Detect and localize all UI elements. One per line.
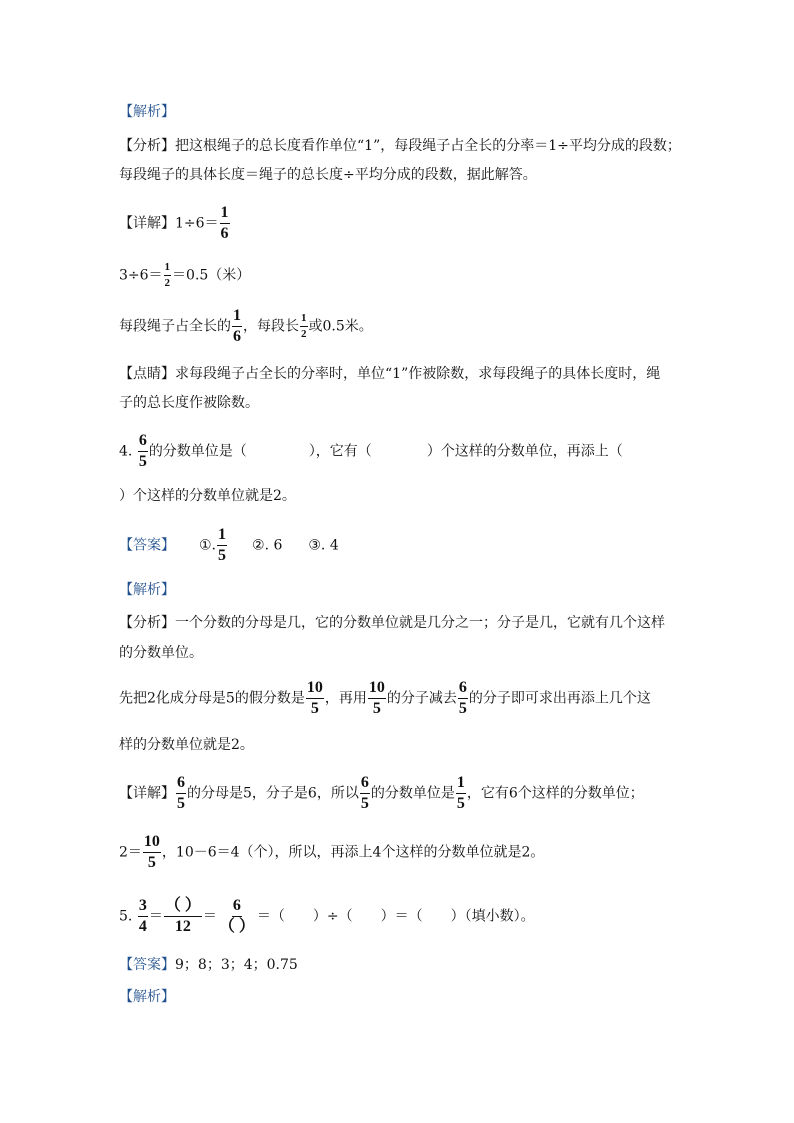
remark-text: 子的总长度作被除数。 <box>119 395 259 411</box>
analysis-text: 每段绳子的具体长度＝绳子的总长度÷平均分成的段数，据此解答。 <box>119 167 537 183</box>
fraction-numerator: 1 <box>220 205 230 224</box>
analysis-heading-1 <box>119 102 175 122</box>
fraction <box>360 775 370 812</box>
fraction <box>306 680 324 717</box>
remark-line-2 <box>119 393 259 413</box>
fraction-denominator: 5 <box>138 453 147 470</box>
fraction-denominator: 6 <box>233 328 241 345</box>
fraction-denominator: 5 <box>360 795 369 812</box>
answer-item: ①. <box>199 537 217 554</box>
fraction <box>218 898 256 935</box>
detail-line-2 <box>119 262 250 289</box>
section-tag: 【详解】 <box>119 785 175 802</box>
fraction <box>232 308 242 345</box>
fraction-numerator: 6 <box>138 433 148 452</box>
analysis-heading-2 <box>119 580 175 600</box>
detail-text: ，每段长 <box>243 318 299 335</box>
fraction-numerator: 1 <box>456 775 466 794</box>
fraction <box>217 527 227 564</box>
fraction-denominator: 5 <box>456 795 465 812</box>
question-text: 的分数单位是（ <box>148 443 247 460</box>
analysis-text: 一个分数的分母是几，它的分数单位就是几分之一；分子是几，它就有几个这样 <box>175 615 665 631</box>
detail-text: 2＝ <box>119 844 142 861</box>
detail-text: 或0.5米。 <box>308 318 373 335</box>
fraction <box>458 680 468 717</box>
fraction-denominator: 2 <box>301 328 307 340</box>
detail-text: 3÷6＝ <box>119 267 163 284</box>
analysis-text: 的分子即可求出再添上几个这 <box>468 690 651 707</box>
fraction-numerator: 6 <box>232 898 242 917</box>
analysis-line-2 <box>119 165 537 185</box>
analysis-text: ，再用 <box>324 690 367 707</box>
fraction-denominator: 5 <box>372 700 381 717</box>
fraction-denominator: 5 <box>177 795 185 812</box>
fraction-numerator: 1 <box>217 527 227 546</box>
question-number: 5. <box>119 908 133 925</box>
fraction <box>143 834 161 871</box>
fraction <box>300 313 308 340</box>
analysis-line-1 <box>119 136 681 156</box>
question-number: 4. <box>119 443 133 460</box>
section-tag: 【详解】 <box>119 215 175 232</box>
detail-text: ，10－6＝4（个），所以，再添上4个这样的分数单位就是2。 <box>161 844 545 861</box>
detail-line-5 <box>119 834 544 871</box>
analysis-line-6 <box>119 735 254 755</box>
analysis-line-5 <box>119 680 651 717</box>
analysis-line-4 <box>119 643 203 663</box>
section-tag: 【解析】 <box>119 989 175 1005</box>
question-5 <box>119 898 535 935</box>
fraction-numerator: 1 <box>300 313 308 327</box>
analysis-text: 的分数单位。 <box>119 645 203 661</box>
fraction-numerator: 10 <box>306 680 324 699</box>
fraction-numerator: 6 <box>176 775 186 794</box>
analysis-text: 的分子减去 <box>386 690 457 707</box>
fraction-denominator: 5 <box>218 547 227 564</box>
detail-text: 每段绳子占全长的 <box>119 318 231 335</box>
fraction-numerator: 3 <box>138 898 148 917</box>
detail-line-4 <box>119 775 644 812</box>
analysis-text: 把这根绳子的总长度看作单位“1”，每段绳子占全长的分率＝1÷平均分成的段数； <box>175 138 681 154</box>
fraction <box>368 680 386 717</box>
question-text: ），它有（ <box>308 443 372 460</box>
detail-text: ，它有6个这样的分数单位； <box>466 785 644 802</box>
answer-4 <box>119 527 339 564</box>
fraction-denominator: 12 <box>174 918 191 935</box>
section-tag: 【解析】 <box>119 582 175 598</box>
fraction <box>456 775 466 812</box>
analysis-text: 先把2化成分母是5的假分数是 <box>119 690 305 707</box>
section-tag: 【分析】 <box>119 138 175 154</box>
detail-text: 的分母是5，分子是6，所以 <box>187 785 359 802</box>
section-tag: 【答案】 <box>119 537 175 554</box>
detail-text: ＝0.5（米） <box>172 267 251 284</box>
fraction <box>138 898 148 935</box>
question-text: ）个这样的分数单位，再添上（ <box>426 443 623 460</box>
question-4-line-1 <box>119 433 623 470</box>
fraction <box>164 898 202 935</box>
section-tag: 【分析】 <box>119 615 175 631</box>
answer-item: ②. 6 <box>252 537 283 554</box>
remark-text: 求每段绳子占全长的分率时，单位“1”作被除数，求每段绳子的具体长度时，绳 <box>175 366 661 382</box>
fraction-numerator[interactable]: （ ） <box>164 898 202 917</box>
fraction-denominator: 5 <box>310 700 319 717</box>
equals-sign: ＝ <box>148 908 163 925</box>
fraction-denominator: 4 <box>138 918 147 935</box>
section-tag: 【点睛】 <box>119 366 175 382</box>
fraction-numerator: 10 <box>368 680 386 699</box>
analysis-heading-3 <box>119 987 175 1007</box>
equals-sign: ＝ <box>202 908 217 925</box>
fraction-denominator: 5 <box>458 700 467 717</box>
fraction-denominator: 6 <box>220 225 229 242</box>
section-tag: 【答案】 <box>119 957 175 973</box>
remark-line-1 <box>119 364 660 384</box>
fraction-numerator: 10 <box>143 834 161 853</box>
fraction-numerator: 1 <box>232 308 242 327</box>
answer-text: 9；8；3；4；0.75 <box>175 957 298 973</box>
analysis-line-3 <box>119 613 665 633</box>
fraction-numerator: 1 <box>164 262 172 276</box>
fraction-numerator: 6 <box>360 775 370 794</box>
analysis-text: 样的分数单位就是2。 <box>119 737 254 753</box>
detail-line-1 <box>119 205 231 242</box>
fraction <box>138 433 148 470</box>
question-text: ）个这样的分数单位就是2。 <box>119 488 296 504</box>
fraction-numerator: 6 <box>458 680 468 699</box>
answer-5 <box>119 955 298 975</box>
fraction <box>176 775 186 812</box>
fraction-denominator[interactable]: （ ） <box>218 918 255 935</box>
detail-line-3 <box>119 308 373 345</box>
section-tag: 【解析】 <box>119 104 175 120</box>
detail-text: 1÷6＝ <box>175 215 219 232</box>
fraction <box>220 205 230 242</box>
fraction-denominator: 5 <box>147 854 156 871</box>
detail-text: 的分数单位是 <box>370 785 455 802</box>
fraction-denominator: 2 <box>164 277 171 289</box>
question-4-line-2 <box>119 486 296 506</box>
answer-item: ③. 4 <box>308 537 339 554</box>
fraction <box>164 262 172 289</box>
question-text: ＝（ ）÷（ ）＝（ ）（填小数）。 <box>256 908 535 925</box>
